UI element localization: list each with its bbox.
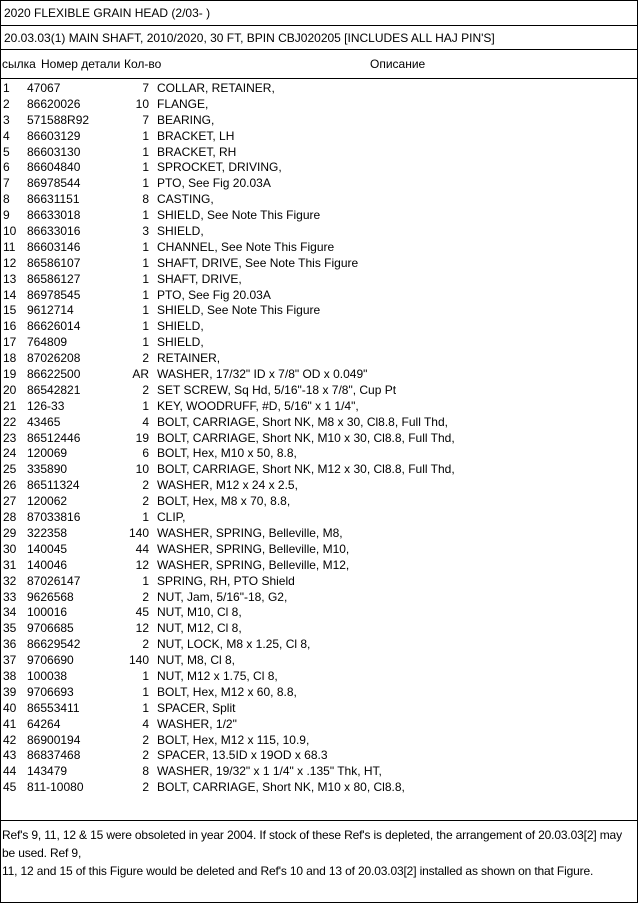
part-number-cell: 86553411 <box>27 700 80 715</box>
column-header-part-number: Номер детали <box>41 57 121 71</box>
part-number-cell: 120062 <box>27 494 68 509</box>
quantity-cell: 1 <box>142 239 149 254</box>
table-row <box>0 446 638 462</box>
divider <box>0 820 638 821</box>
description-cell: WASHER, 1/2" <box>157 716 237 731</box>
part-number-cell: 811-10080 <box>27 780 84 795</box>
ref-cell: 9 <box>3 208 10 223</box>
table-row <box>0 192 638 208</box>
table-row <box>0 510 638 526</box>
table-row <box>0 224 638 240</box>
quantity-cell: 1 <box>142 684 149 699</box>
part-number-cell: 9706693 <box>27 684 74 699</box>
quantity-cell: 1 <box>142 573 149 588</box>
quantity-cell: 12 <box>135 621 149 636</box>
part-number-cell: 9626568 <box>27 589 74 604</box>
quantity-cell: 6 <box>142 446 149 461</box>
description-cell: WASHER, SPRING, Belleville, M10, <box>157 541 350 556</box>
table-row <box>0 351 638 367</box>
description-cell: BOLT, Hex, M12 x 115, 10.9, <box>157 732 310 747</box>
table-row <box>0 288 638 304</box>
quantity-cell: 2 <box>142 494 149 509</box>
description-cell: SPACER, 13.5ID x 19OD x 68.3 <box>157 748 328 763</box>
description-cell: NUT, LOCK, M8 x 1.25, Cl 8, <box>157 637 311 652</box>
part-number-cell: 86603129 <box>27 128 81 143</box>
quantity-cell: 1 <box>142 160 149 175</box>
table-row <box>0 415 638 431</box>
table-row <box>0 685 638 701</box>
quantity-cell: 7 <box>142 81 149 95</box>
description-cell: BEARING, <box>157 112 215 127</box>
part-number-cell: 140045 <box>27 541 68 556</box>
ref-cell: 15 <box>3 303 17 318</box>
ref-cell: 40 <box>3 700 17 715</box>
ref-cell: 34 <box>3 605 17 620</box>
part-number-cell: 43465 <box>27 414 61 429</box>
table-row <box>0 653 638 669</box>
ref-cell: 1 <box>3 81 10 95</box>
description-cell: SHAFT, DRIVE, See Note This Figure <box>157 255 359 270</box>
part-number-cell: 86511324 <box>27 478 80 493</box>
description-cell: CASTING, <box>157 192 214 207</box>
ref-cell: 4 <box>3 128 10 143</box>
ref-cell: 20 <box>3 382 17 397</box>
part-number-cell: 764809 <box>27 335 68 350</box>
ref-cell: 44 <box>3 764 17 779</box>
quantity-cell: 1 <box>142 208 149 223</box>
description-cell: SHAFT, DRIVE, <box>157 271 242 286</box>
table-row <box>0 764 638 780</box>
description-cell: BRACKET, LH <box>157 128 235 143</box>
part-number-cell: 86900194 <box>27 732 81 747</box>
table-row <box>0 81 638 97</box>
part-number-cell: 100016 <box>27 605 68 620</box>
quantity-cell: AR <box>132 367 149 382</box>
part-number-cell: 100038 <box>27 668 68 683</box>
description-cell: BOLT, Hex, M12 x 60, 8.8, <box>157 684 297 699</box>
document-title: 2020 FLEXIBLE GRAIN HEAD (2/03- ) <box>4 6 211 20</box>
ref-cell: 31 <box>3 557 17 572</box>
ref-cell: 24 <box>3 446 17 461</box>
table-row <box>0 176 638 192</box>
ref-cell: 39 <box>3 684 17 699</box>
column-header-ref: сылка <box>2 57 36 71</box>
ref-cell: 28 <box>3 510 17 525</box>
ref-cell: 17 <box>3 335 17 350</box>
description-cell: BRACKET, RH <box>157 144 237 159</box>
quantity-cell: 1 <box>142 303 149 318</box>
ref-cell: 3 <box>3 112 10 127</box>
ref-cell: 18 <box>3 351 17 366</box>
table-row <box>0 717 638 733</box>
table-row <box>0 256 638 272</box>
figure-subtitle: 20.03.03(1) MAIN SHAFT, 2010/2020, 30 FT, BPIN CBJ020205 [INCLUDES ALL HAJ PIN'S] <box>4 31 495 45</box>
quantity-cell: 140 <box>128 525 149 540</box>
ref-cell: 27 <box>3 494 17 509</box>
description-cell: SHIELD, <box>157 319 204 334</box>
description-cell: WASHER, 17/32" ID x 7/8" OD x 0.049" <box>157 367 368 382</box>
ref-cell: 33 <box>3 589 17 604</box>
quantity-cell: 2 <box>142 351 149 366</box>
quantity-cell: 140 <box>128 653 149 668</box>
table-row <box>0 319 638 335</box>
part-number-cell: 322358 <box>27 525 68 540</box>
table-row <box>0 97 638 113</box>
quantity-cell: 1 <box>142 510 149 525</box>
divider <box>0 49 638 50</box>
part-number-cell: 87026208 <box>27 351 81 366</box>
ref-cell: 16 <box>3 319 17 334</box>
part-number-cell: 143479 <box>27 764 68 779</box>
table-row <box>0 431 638 447</box>
part-number-cell: 86620026 <box>27 96 81 111</box>
part-number-cell: 86586127 <box>27 271 81 286</box>
quantity-cell: 2 <box>142 382 149 397</box>
quantity-cell: 2 <box>142 780 149 795</box>
ref-cell: 41 <box>3 716 17 731</box>
ref-cell: 10 <box>3 224 17 239</box>
ref-cell: 26 <box>3 478 17 493</box>
description-cell: NUT, M8, Cl 8, <box>157 653 236 668</box>
table-row <box>0 605 638 621</box>
description-cell: SHIELD, See Note This Figure <box>157 208 321 223</box>
part-number-cell: 86603130 <box>27 144 81 159</box>
part-number-cell: 335890 <box>27 462 68 477</box>
description-cell: BOLT, Hex, M10 x 50, 8.8, <box>157 446 297 461</box>
part-number-cell: 86633016 <box>27 224 81 239</box>
description-cell: SHIELD, <box>157 224 204 239</box>
quantity-cell: 7 <box>142 112 149 127</box>
divider <box>0 78 638 79</box>
ref-cell: 7 <box>3 176 10 191</box>
ref-cell: 2 <box>3 96 10 111</box>
table-row <box>0 478 638 494</box>
table-row <box>0 272 638 288</box>
part-number-cell: 86978544 <box>27 176 81 191</box>
quantity-cell: 10 <box>135 96 149 111</box>
quantity-cell: 1 <box>142 287 149 302</box>
table-row <box>0 542 638 558</box>
quantity-cell: 4 <box>142 716 149 731</box>
description-cell: WASHER, 19/32" x 1 1/4" x .135" Thk, HT, <box>157 764 382 779</box>
quantity-cell: 1 <box>142 271 149 286</box>
ref-cell: 13 <box>3 271 17 286</box>
part-number-cell: 9706685 <box>27 621 74 636</box>
part-number-cell: 9612714 <box>27 303 74 318</box>
quantity-cell: 2 <box>142 748 149 763</box>
part-number-cell: 64264 <box>27 716 61 731</box>
ref-cell: 30 <box>3 541 17 556</box>
description-cell: KEY, WOODRUFF, #D, 5/16" x 1 1/4", <box>157 398 359 413</box>
ref-cell: 38 <box>3 668 17 683</box>
quantity-cell: 1 <box>142 319 149 334</box>
description-cell: WASHER, M12 x 24 x 2.5, <box>157 478 298 493</box>
part-number-cell: 47067 <box>27 81 61 95</box>
quantity-cell: 1 <box>142 128 149 143</box>
part-number-cell: 86542821 <box>27 382 81 397</box>
quantity-cell: 1 <box>142 700 149 715</box>
quantity-cell: 12 <box>135 557 149 572</box>
ref-cell: 36 <box>3 637 17 652</box>
part-number-cell: 9706690 <box>27 653 74 668</box>
part-number-cell: 86586107 <box>27 255 81 270</box>
quantity-cell: 1 <box>142 668 149 683</box>
description-cell: SPRING, RH, PTO Shield <box>157 573 295 588</box>
table-row <box>0 637 638 653</box>
table-row <box>0 335 638 351</box>
quantity-cell: 1 <box>142 398 149 413</box>
description-cell: PTO, See Fig 20.03A <box>157 176 271 191</box>
table-row <box>0 383 638 399</box>
ref-cell: 35 <box>3 621 17 636</box>
description-cell: PTO, See Fig 20.03A <box>157 287 271 302</box>
quantity-cell: 44 <box>135 541 149 556</box>
divider <box>0 25 638 26</box>
ref-cell: 43 <box>3 748 17 763</box>
description-cell: SHIELD, See Note This Figure <box>157 303 321 318</box>
ref-cell: 37 <box>3 653 17 668</box>
table-row <box>0 780 638 796</box>
ref-cell: 5 <box>3 144 10 159</box>
ref-cell: 19 <box>3 367 17 382</box>
ref-cell: 42 <box>3 732 17 747</box>
description-cell: BOLT, CARRIAGE, Short NK, M10 x 30, Cl8.8, Full Thd, <box>157 430 455 445</box>
description-cell: NUT, M10, Cl 8, <box>157 605 242 620</box>
ref-cell: 45 <box>3 780 17 795</box>
column-header-quantity: Кол-во <box>124 57 162 71</box>
quantity-cell: 45 <box>135 605 149 620</box>
part-number-cell: 86604840 <box>27 160 81 175</box>
table-row <box>0 160 638 176</box>
table-row <box>0 558 638 574</box>
description-cell: BOLT, CARRIAGE, Short NK, M8 x 30, Cl8.8, Full Thd, <box>157 414 448 429</box>
table-row <box>0 590 638 606</box>
ref-cell: 6 <box>3 160 10 175</box>
description-cell: SPACER, Split <box>157 700 236 715</box>
description-cell: RETAINER, <box>157 351 221 366</box>
ref-cell: 22 <box>3 414 17 429</box>
part-number-cell: 86837468 <box>27 748 81 763</box>
ref-cell: 11 <box>3 239 16 254</box>
quantity-cell: 2 <box>142 732 149 747</box>
table-row <box>0 621 638 637</box>
description-cell: FLANGE, <box>157 96 209 111</box>
table-row <box>0 113 638 129</box>
parts-table <box>0 81 638 796</box>
part-number-cell: 87026147 <box>27 573 81 588</box>
description-cell: COLLAR, RETAINER, <box>157 81 275 95</box>
part-number-cell: 140046 <box>27 557 68 572</box>
part-number-cell: 86622500 <box>27 367 81 382</box>
description-cell: BOLT, CARRIAGE, Short NK, M12 x 30, Cl8.8, Full Thd, <box>157 462 455 477</box>
description-cell: WASHER, SPRING, Belleville, M8, <box>157 525 343 540</box>
quantity-cell: 1 <box>142 335 149 350</box>
description-cell: NUT, M12, Cl 8, <box>157 621 242 636</box>
table-row <box>0 145 638 161</box>
description-cell: SHIELD, <box>157 335 204 350</box>
table-row <box>0 701 638 717</box>
part-number-cell: 126-33 <box>27 398 65 413</box>
table-row <box>0 669 638 685</box>
description-cell: BOLT, Hex, M8 x 70, 8.8, <box>157 494 291 509</box>
table-row <box>0 733 638 749</box>
quantity-cell: 2 <box>142 637 149 652</box>
quantity-cell: 3 <box>142 224 149 239</box>
ref-cell: 21 <box>3 398 17 413</box>
quantity-cell: 2 <box>142 589 149 604</box>
table-row <box>0 399 638 415</box>
table-row <box>0 574 638 590</box>
ref-cell: 8 <box>3 192 10 207</box>
quantity-cell: 19 <box>135 430 149 445</box>
ref-cell: 25 <box>3 462 17 477</box>
table-row <box>0 748 638 764</box>
description-cell: NUT, Jam, 5/16"-18, G2, <box>157 589 288 604</box>
footnote: Ref's 9, 11, 12 & 15 were obsoleted in year 2004. If stock of these Ref's is depleted, the arrangement of 20.03.03[2] may be used. Ref 9, 11, 12 and 15 of this Figure would be deleted and Ref's 10 and 13 of 20.03.03[2] installed as shown on that Figure. <box>2 828 622 878</box>
part-number-cell: 86629542 <box>27 637 81 652</box>
quantity-cell: 2 <box>142 478 149 493</box>
ref-cell: 29 <box>3 525 17 540</box>
part-number-cell: 86603146 <box>27 239 81 254</box>
description-cell: NUT, M12 x 1.75, Cl 8, <box>157 668 278 683</box>
part-number-cell: 86633018 <box>27 208 81 223</box>
table-row <box>0 526 638 542</box>
column-header-description: Описание <box>370 57 426 71</box>
quantity-cell: 8 <box>142 764 149 779</box>
table-row <box>0 303 638 319</box>
quantity-cell: 1 <box>142 144 149 159</box>
description-cell: SET SCREW, Sq Hd, 5/16"-18 x 7/8", Cup Pt <box>157 382 397 397</box>
part-number-cell: 120069 <box>27 446 68 461</box>
part-number-cell: 87033816 <box>27 510 81 525</box>
part-number-cell: 86626014 <box>27 319 81 334</box>
table-row <box>0 208 638 224</box>
part-number-cell: 571588R92 <box>27 112 90 127</box>
description-cell: BOLT, CARRIAGE, Short NK, M10 x 80, Cl8.8, <box>157 780 405 795</box>
table-row <box>0 367 638 383</box>
table-row <box>0 129 638 145</box>
table-row <box>0 494 638 510</box>
part-number-cell: 86512446 <box>27 430 81 445</box>
quantity-cell: 1 <box>142 176 149 191</box>
ref-cell: 12 <box>3 255 17 270</box>
ref-cell: 23 <box>3 430 17 445</box>
description-cell: SPROCKET, DRIVING, <box>157 160 282 175</box>
quantity-cell: 10 <box>135 462 149 477</box>
description-cell: WASHER, SPRING, Belleville, M12, <box>157 557 350 572</box>
quantity-cell: 4 <box>142 414 149 429</box>
table-row <box>0 240 638 256</box>
description-cell: CLIP, <box>157 510 186 525</box>
part-number-cell: 86978545 <box>27 287 81 302</box>
quantity-cell: 8 <box>142 192 149 207</box>
ref-cell: 32 <box>3 573 17 588</box>
table-row <box>0 462 638 478</box>
part-number-cell: 86631151 <box>27 192 80 207</box>
quantity-cell: 1 <box>142 255 149 270</box>
description-cell: CHANNEL, See Note This Figure <box>157 239 335 254</box>
ref-cell: 14 <box>3 287 17 302</box>
